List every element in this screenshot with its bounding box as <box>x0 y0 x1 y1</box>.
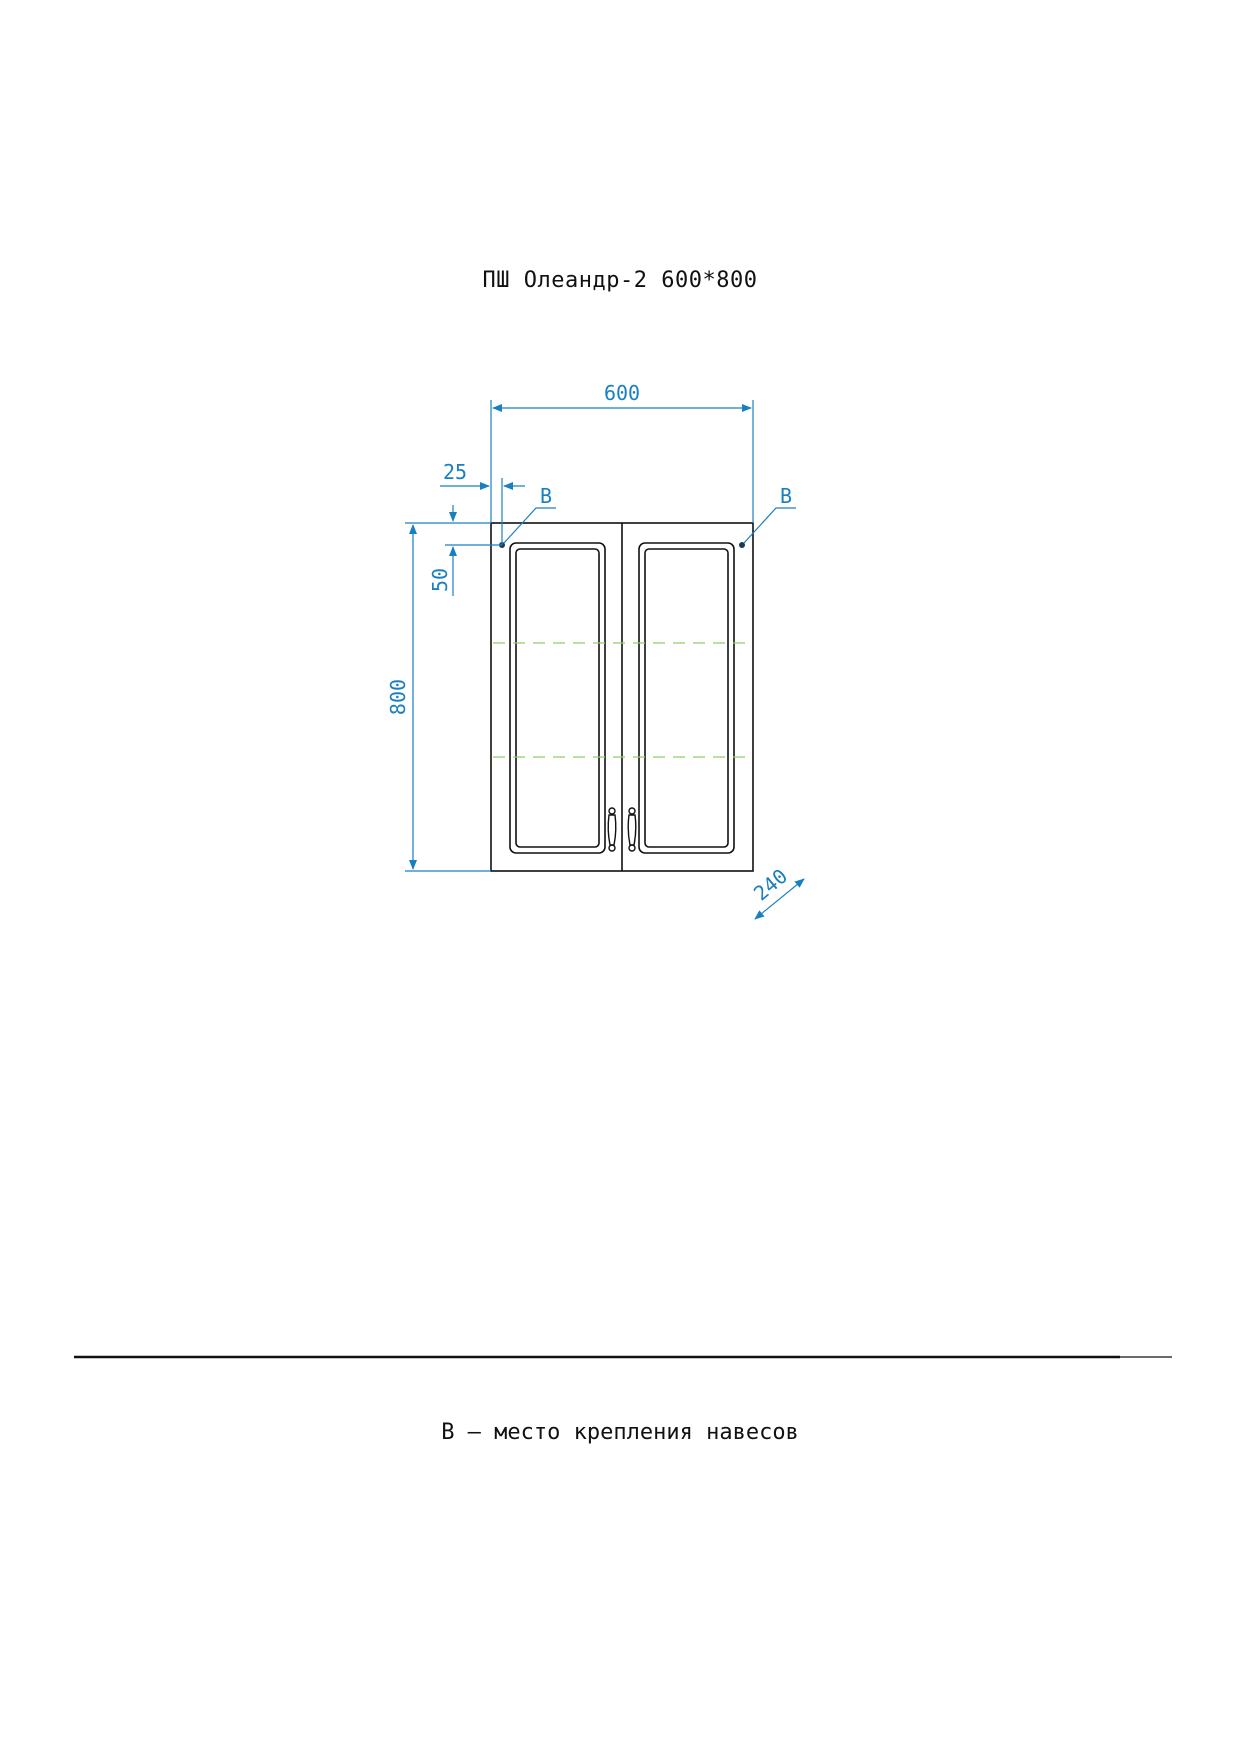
door-handle-left <box>608 808 616 851</box>
marker-label-right: В <box>779 484 793 508</box>
marker-leader-left <box>504 508 556 543</box>
marker-label-left: В <box>539 484 553 508</box>
width-label: 600 <box>603 381 641 405</box>
door-handle-right <box>628 808 636 851</box>
legend-note: В – место крепления навесов <box>441 1420 799 1445</box>
offset-y-label: 50 <box>428 567 452 593</box>
drawing-title: ПШ Олеандр-2 600*800 <box>482 268 758 293</box>
marker-leader-right <box>744 508 796 543</box>
offset-x-label: 25 <box>442 460 468 484</box>
cabinet-body <box>491 523 753 871</box>
depth-label: 240 <box>748 863 793 906</box>
height-label: 800 <box>386 678 410 716</box>
